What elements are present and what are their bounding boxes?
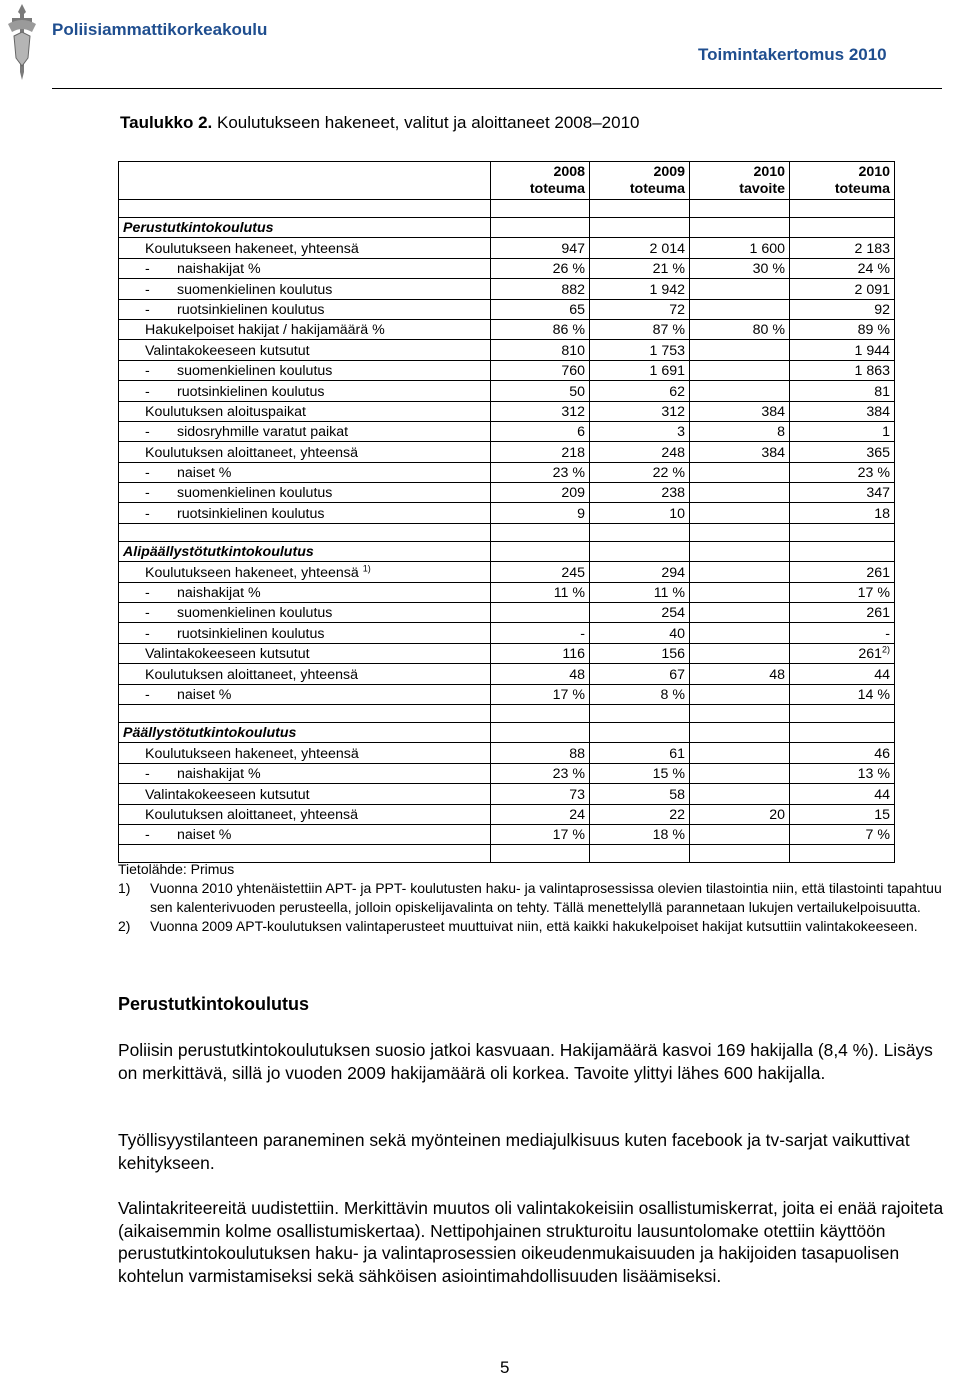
value-cell: 1 942	[590, 279, 690, 299]
dash-bullet: -	[145, 605, 150, 622]
caption-label: Taulukko 2.	[120, 113, 213, 132]
table-row	[119, 603, 895, 623]
value-cell: 73	[491, 784, 590, 804]
row-label: - ruotsinkielinen koulutus	[119, 299, 491, 319]
value-cell	[690, 340, 790, 360]
value-cell: 1 753	[590, 340, 690, 360]
value-cell: 22	[590, 804, 690, 824]
row-label: Hakukelpoiset hakijat / hakijamäärä %	[119, 319, 491, 339]
table-row	[119, 319, 895, 339]
table-row	[119, 421, 895, 441]
dash-bullet: -	[145, 827, 150, 844]
value-cell: 17 %	[491, 824, 590, 844]
section-label: Perustutkintokoulutus	[119, 218, 491, 238]
paragraph: Työllisyystilanteen paraneminen sekä myönteinen mediajulkisuus kuten facebook ja tv-sarjat vaikuttivat kehitykseen.	[118, 1130, 910, 1173]
value-cell: 67	[590, 664, 690, 684]
value-cell: 46	[790, 743, 895, 763]
organization-name: Poliisiammattikorkeakoulu	[52, 20, 268, 39]
value-cell: 80 %	[690, 319, 790, 339]
value-cell: 23 %	[491, 462, 590, 482]
spacer-row	[119, 200, 895, 218]
value-cell: 44	[790, 664, 895, 684]
value-cell	[690, 381, 790, 401]
row-label: - ruotsinkielinen koulutus	[119, 381, 491, 401]
value-cell: 89 %	[790, 319, 895, 339]
value-cell: -	[790, 623, 895, 643]
value-cell: 882	[491, 279, 590, 299]
value-cell: 294	[590, 562, 690, 582]
dash-bullet: -	[145, 363, 150, 380]
value-cell	[690, 582, 790, 602]
value-cell: 13 %	[790, 763, 895, 783]
empty-cell	[119, 523, 491, 541]
value-cell: 261$^{2)}$	[790, 643, 895, 663]
value-cell: 24	[491, 804, 590, 824]
value-cell: 1	[790, 421, 895, 441]
value-cell: 8	[690, 421, 790, 441]
table-row	[119, 623, 895, 643]
row-label: Valintakokeeseen kutsutut	[119, 340, 491, 360]
dash-bullet: -	[145, 383, 150, 400]
value-cell: 7 %	[790, 824, 895, 844]
row-label: - naiset %	[119, 824, 491, 844]
value-cell: 23 %	[491, 763, 590, 783]
value-cell: 48	[491, 664, 590, 684]
value-cell: 2 091	[790, 279, 895, 299]
table-row	[119, 238, 895, 258]
column-header: 2008 toteuma	[491, 162, 590, 200]
empty-cell	[590, 722, 690, 742]
value-cell	[491, 603, 590, 623]
footnote-marker: 2)	[881, 644, 890, 655]
row-label: - naiset %	[119, 684, 491, 704]
empty-cell	[590, 541, 690, 561]
value-cell	[690, 360, 790, 380]
empty-cell	[790, 200, 895, 218]
table-row	[119, 763, 895, 783]
value-cell: 48	[690, 664, 790, 684]
value-cell: 10	[590, 503, 690, 523]
row-label: - naiset %	[119, 462, 491, 482]
table-row	[119, 442, 895, 462]
value-cell: 92	[790, 299, 895, 319]
empty-cell	[491, 722, 590, 742]
value-cell: 3	[590, 421, 690, 441]
table-caption	[120, 113, 639, 133]
dash-bullet: -	[145, 424, 150, 441]
row-label: Koulutuksen aloittaneet, yhteensä	[119, 804, 491, 824]
section-row	[119, 722, 895, 742]
value-cell: 9	[491, 503, 590, 523]
value-cell: 2 183	[790, 238, 895, 258]
value-cell: 17 %	[491, 684, 590, 704]
empty-cell	[690, 218, 790, 238]
value-cell: 72	[590, 299, 690, 319]
table-row	[119, 582, 895, 602]
dash-bullet: -	[145, 505, 150, 522]
value-cell: 261	[790, 562, 895, 582]
value-cell: 116	[491, 643, 590, 663]
value-cell: 384	[790, 401, 895, 421]
dash-bullet: -	[145, 261, 150, 278]
table-row	[119, 381, 895, 401]
empty-cell	[690, 704, 790, 722]
column-header: 2009 toteuma	[590, 162, 690, 200]
empty-cell	[790, 218, 895, 238]
value-cell	[690, 643, 790, 663]
dash-bullet: -	[145, 585, 150, 602]
empty-cell	[491, 218, 590, 238]
value-cell	[690, 684, 790, 704]
value-cell: 15	[790, 804, 895, 824]
table-row	[119, 279, 895, 299]
value-cell	[690, 763, 790, 783]
value-cell: 44	[790, 784, 895, 804]
value-cell: 2 014	[590, 238, 690, 258]
empty-cell	[119, 200, 491, 218]
value-cell: 40	[590, 623, 690, 643]
table-row	[119, 503, 895, 523]
table-header-row	[119, 162, 895, 200]
table-row	[119, 784, 895, 804]
dash-bullet: -	[145, 485, 150, 502]
value-cell: 20	[690, 804, 790, 824]
value-cell	[690, 784, 790, 804]
value-cell: 26 %	[491, 258, 590, 278]
row-label: Valintakokeeseen kutsutut	[119, 784, 491, 804]
value-cell: 22 %	[590, 462, 690, 482]
report-title: Toimintakertomus 2010	[698, 45, 887, 64]
paragraph: Valintakriteereitä uudistettiin. Merkittävin muutos oli valintakokeisiin osallistumiskerrat, joita ei enää rajoiteta (aikaisemmin kolme osallistumiskertaa). Nettipohjainen strukturoitu lausuntolomake otettiin käyttöön perustutkintokoulutuksen haku- ja valintaprosessien oikeudenmukaisuuden ja hakijoiden tasapuolisen kohtelun varmistamiseksi sekä sähköisen asiointimahdollisuuden lisäämiseksi.	[118, 1198, 944, 1286]
value-cell: 1 691	[590, 360, 690, 380]
value-cell: 810	[491, 340, 590, 360]
section-label: Päällystötutkintokoulutus	[119, 722, 491, 742]
value-cell	[690, 743, 790, 763]
row-label: - sidosryhmille varatut paikat	[119, 421, 491, 441]
table-row	[119, 462, 895, 482]
empty-cell	[690, 722, 790, 742]
footnote: 1) Vuonna 2010 yhtenäistettiin APT- ja PPT- koulutusten haku- ja valintaprosessissa olevien tilastointia niin, että tilastointi tapahtuu sen kalenterivuoden perusteella, jolloin opiskelijavalinta on tehty. Tällä menettelyllä parannetaan lukujen vertailukelpoisuutta.	[118, 880, 942, 915]
row-label: - naishakijat %	[119, 258, 491, 278]
row-label: - suomenkielinen koulutus	[119, 360, 491, 380]
empty-cell	[491, 541, 590, 561]
column-header: 2010 tavoite	[690, 162, 790, 200]
caption-text: Koulutukseen hakeneet, valitut ja aloittaneet 2008–2010	[212, 113, 640, 132]
value-cell	[690, 462, 790, 482]
empty-cell	[690, 541, 790, 561]
value-cell: 14 %	[790, 684, 895, 704]
dash-bullet: -	[145, 766, 150, 783]
table-row	[119, 483, 895, 503]
value-cell: 30 %	[690, 258, 790, 278]
empty-cell	[790, 722, 895, 742]
value-cell: 23 %	[790, 462, 895, 482]
footnote-marker: 1)	[362, 562, 371, 573]
value-cell: -	[491, 623, 590, 643]
empty-cell	[790, 523, 895, 541]
statistics-table	[118, 161, 895, 863]
dash-bullet: -	[145, 301, 150, 318]
spacer-row	[119, 523, 895, 541]
row-label: - naishakijat %	[119, 763, 491, 783]
value-cell: 61	[590, 743, 690, 763]
table-row	[119, 258, 895, 278]
value-cell: 384	[690, 401, 790, 421]
footnote: 2) Vuonna 2009 APT-koulutuksen valintaperusteet muuttuivat niin, että kaikki hakukelpoiset hakijat kutsuttiin valintakokeeseen.	[118, 918, 918, 934]
police-emblem-icon	[2, 2, 42, 82]
section-label: Alipäällystötutkintokoulutus	[119, 541, 491, 561]
dash-bullet: -	[145, 281, 150, 298]
row-label: - suomenkielinen koulutus	[119, 483, 491, 503]
table-row	[119, 743, 895, 763]
value-cell: 87 %	[590, 319, 690, 339]
table-row	[119, 804, 895, 824]
value-cell: 50	[491, 381, 590, 401]
value-cell	[690, 279, 790, 299]
value-cell: 86 %	[491, 319, 590, 339]
row-label: - ruotsinkielinen koulutus	[119, 503, 491, 523]
value-cell: 218	[491, 442, 590, 462]
value-cell: 81	[790, 381, 895, 401]
column-header: 2010 toteuma	[790, 162, 895, 200]
row-label: Koulutukseen hakeneet, yhteensä	[119, 743, 491, 763]
value-cell	[690, 562, 790, 582]
value-cell: 62	[590, 381, 690, 401]
row-label: - naishakijat %	[119, 582, 491, 602]
value-cell: 18 %	[590, 824, 690, 844]
empty-cell	[590, 200, 690, 218]
value-cell: 209	[491, 483, 590, 503]
dash-bullet: -	[145, 465, 150, 482]
value-cell: 254	[590, 603, 690, 623]
value-cell: 261	[790, 603, 895, 623]
value-cell	[690, 299, 790, 319]
value-cell: 384	[690, 442, 790, 462]
value-cell	[690, 503, 790, 523]
value-cell: 245	[491, 562, 590, 582]
page-number: 5	[500, 1358, 510, 1377]
value-cell: 17 %	[790, 582, 895, 602]
empty-cell	[590, 523, 690, 541]
value-cell: 947	[491, 238, 590, 258]
value-cell: 15 %	[590, 763, 690, 783]
value-cell	[690, 824, 790, 844]
table-row	[119, 684, 895, 704]
empty-cell	[790, 541, 895, 561]
value-cell: 18	[790, 503, 895, 523]
table-row	[119, 360, 895, 380]
header-empty-cell	[119, 162, 491, 200]
row-label: - ruotsinkielinen koulutus	[119, 623, 491, 643]
empty-cell	[690, 523, 790, 541]
empty-cell	[491, 523, 590, 541]
value-cell: 11 %	[590, 582, 690, 602]
section-row	[119, 218, 895, 238]
table-row	[119, 664, 895, 684]
table-row	[119, 824, 895, 844]
row-label: Koulutuksen aloittaneet, yhteensä	[119, 442, 491, 462]
empty-cell	[790, 704, 895, 722]
row-label: Valintakokeeseen kutsutut	[119, 643, 491, 663]
value-cell: 1 863	[790, 360, 895, 380]
section-heading: Perustutkintokoulutus	[118, 994, 310, 1014]
value-cell: 248	[590, 442, 690, 462]
table-row	[119, 643, 895, 663]
value-cell	[690, 603, 790, 623]
spacer-row	[119, 704, 895, 722]
row-label: Koulutukseen hakeneet, yhteensä $^{1)}$	[119, 562, 491, 582]
empty-cell	[491, 200, 590, 218]
row-label: Koulutukseen hakeneet, yhteensä	[119, 238, 491, 258]
dash-bullet: -	[145, 625, 150, 642]
value-cell: 11 %	[491, 582, 590, 602]
table-row	[119, 340, 895, 360]
value-cell: 1 600	[690, 238, 790, 258]
dash-bullet: -	[145, 686, 150, 703]
value-cell: 65	[491, 299, 590, 319]
value-cell: 365	[790, 442, 895, 462]
value-cell: 88	[491, 743, 590, 763]
value-cell: 238	[590, 483, 690, 503]
source-note: Tietolähde: Primus	[118, 861, 235, 877]
empty-cell	[491, 704, 590, 722]
value-cell: 1 944	[790, 340, 895, 360]
row-label: Koulutuksen aloittaneet, yhteensä	[119, 664, 491, 684]
page-header	[0, 0, 960, 92]
section-row	[119, 541, 895, 561]
header-divider	[52, 88, 942, 89]
table-notes	[118, 860, 958, 936]
value-cell: 6	[491, 421, 590, 441]
value-cell: 312	[491, 401, 590, 421]
table-row	[119, 401, 895, 421]
value-cell: 312	[590, 401, 690, 421]
table-row	[119, 299, 895, 319]
value-cell: 760	[491, 360, 590, 380]
paragraph: Poliisin perustutkintokoulutuksen suosio jatkoi kasvuaan. Hakijamäärä kasvoi 169 hakijalla (8,4 %). Lisäys on merkittävä, sillä jo vuoden 2009 hakijamäärä oli korkea. Tavoite ylittyi lähes 600 hakijalla.	[118, 1040, 933, 1083]
row-label: Koulutuksen aloituspaikat	[119, 401, 491, 421]
empty-cell	[119, 704, 491, 722]
value-cell: 347	[790, 483, 895, 503]
empty-cell	[590, 218, 690, 238]
value-cell: 24 %	[790, 258, 895, 278]
value-cell	[690, 623, 790, 643]
row-label: - suomenkielinen koulutus	[119, 603, 491, 623]
empty-cell	[590, 704, 690, 722]
row-label: - suomenkielinen koulutus	[119, 279, 491, 299]
value-cell	[690, 483, 790, 503]
value-cell: 8 %	[590, 684, 690, 704]
value-cell: 156	[590, 643, 690, 663]
empty-cell	[690, 200, 790, 218]
value-cell: 21 %	[590, 258, 690, 278]
table-row	[119, 562, 895, 582]
value-cell: 58	[590, 784, 690, 804]
